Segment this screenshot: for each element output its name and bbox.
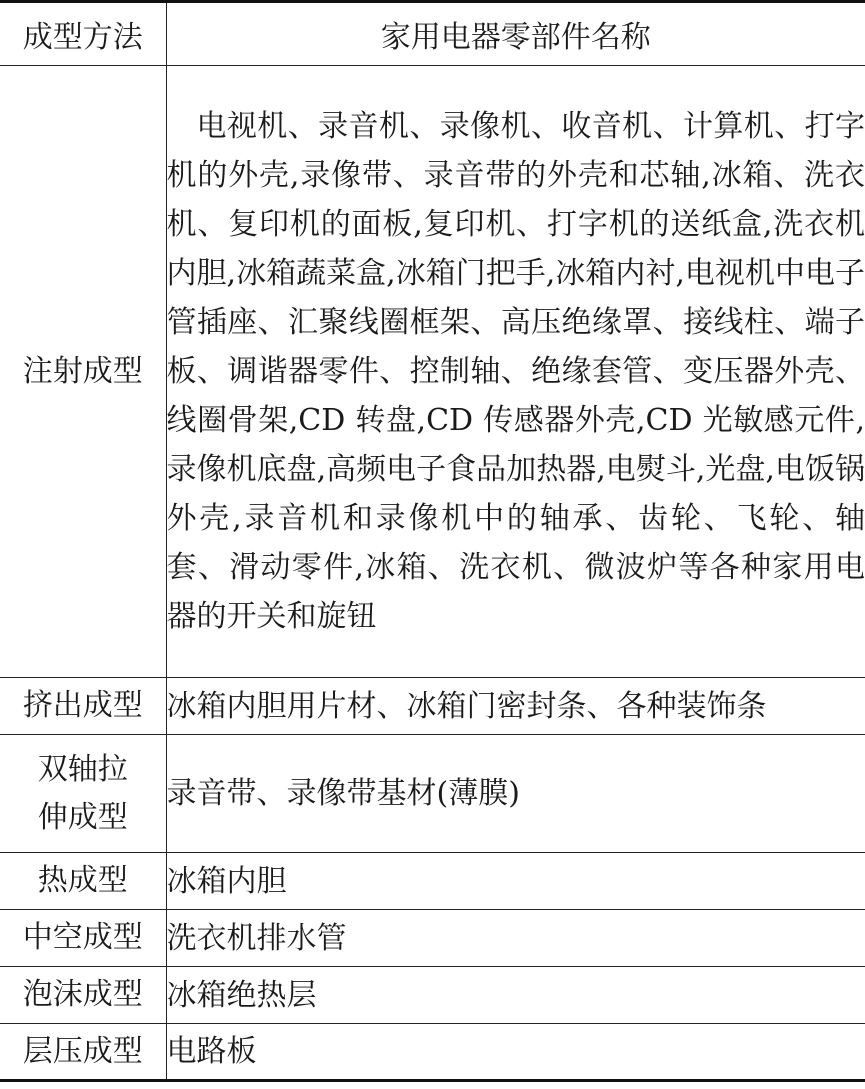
parts-text: 电视机、录音机、录像机、收音机、计算机、打字机的外壳,录像带、录音带的外壳和芯轴,冰箱、洗衣机、复印机的面板,复印机、打字机的送纸盒,洗衣机内胆,冰箱蔬菜盒,冰箱门把手,冰箱内衬,电视机中电子管插座、汇聚线圈框架、高压绝缘罩、接线柱、端子板、调谐器零件、控制轴、绝缘套管、变压器外壳、线圈骨架,CD 转盘,CD 传感器外壳,CD 光敏感元件,录像机底盘,高频电子食品加热器,电熨斗,光盘,电饭锅外壳,录音机和录像机中的轴承、齿轮、飞轮、轴套、滑动零件,冰箱、洗衣机、微波炉等各种家用电器的开关和旋钮: [166, 109, 865, 634]
parts-cell: [166, 853, 865, 910]
table-row: [0, 910, 865, 967]
parts-cell: [166, 66, 865, 678]
method-cell: 热成型: [0, 853, 166, 910]
method-cell: 挤出成型: [0, 678, 166, 735]
parts-text: 冰箱内胆用片材、冰箱门密封条、各种装饰条: [166, 688, 767, 724]
table-header-row: [0, 2, 865, 66]
method-cell: 注射成型: [0, 66, 166, 678]
parts-cell: [166, 910, 865, 967]
parts-cell: [166, 967, 865, 1024]
header-method: 成型方法: [0, 2, 166, 66]
method-cell: 双轴拉伸成型: [0, 735, 166, 853]
parts-cell: [166, 678, 865, 735]
parts-text: 冰箱绝热层: [166, 977, 317, 1013]
table-row: [0, 735, 865, 853]
table-row: [0, 678, 865, 735]
table-row: [0, 967, 865, 1024]
parts-text: 电路板: [166, 1034, 257, 1069]
table-row: [0, 66, 865, 678]
header-parts: 家用电器零部件名称: [166, 2, 865, 66]
table-row: [0, 853, 865, 910]
method-cell: 泡沫成型: [0, 967, 166, 1024]
parts-text: 冰箱内胆: [166, 863, 287, 899]
parts-cell: [166, 735, 865, 853]
parts-cell: [166, 1024, 865, 1081]
table-row: [0, 1024, 865, 1081]
method-cell: 层压成型: [0, 1024, 166, 1081]
parts-text: 录音带、录像带基材(薄膜): [166, 776, 520, 811]
method-cell: 中空成型: [0, 910, 166, 967]
parts-text: 洗衣机排水管: [166, 920, 347, 956]
